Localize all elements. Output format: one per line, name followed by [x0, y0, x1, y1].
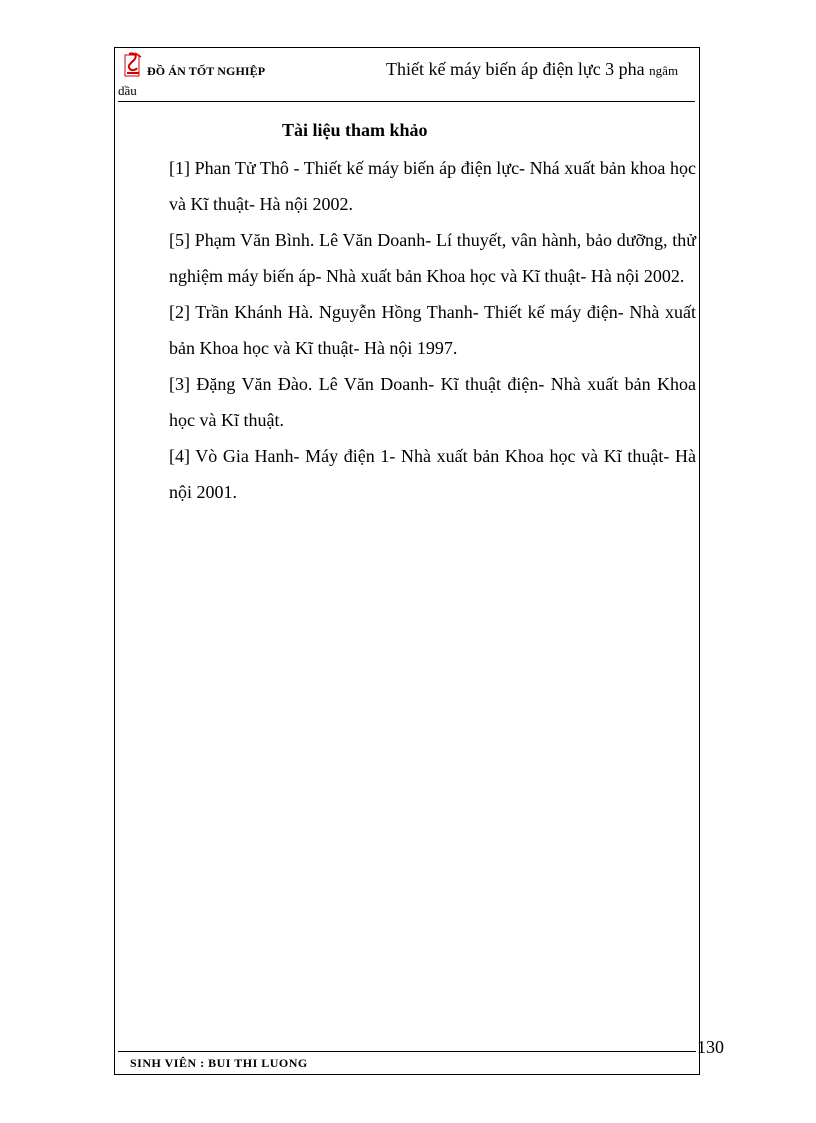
- header-wrap-text: dầu: [118, 83, 137, 98]
- page-number: 130: [697, 1037, 724, 1057]
- document-logo-icon: [124, 52, 142, 78]
- reference-item: [1] Phan Tử Thô - Thiết kế máy biến áp điện lực- Nhá xuất bản khoa học và Kĩ thuật- Hà nội 2002.: [169, 158, 696, 214]
- header-right-title: [386, 59, 678, 80]
- reference-item: [5] Phạm Văn Bình. Lê Văn Doanh- Lí thuyết, vân hành, bảo dưỡng, thử nghiệm máy biến áp- Nhà xuất bản Khoa học và Kĩ thuật- Hà nội 2002.: [169, 230, 696, 286]
- footer-divider: [118, 1051, 696, 1052]
- header-right-main: Thiết kế máy biến áp điện lực 3 pha: [386, 59, 645, 79]
- reference-list: [169, 150, 696, 510]
- student-name: SINH VIÊN : BUI THI LUONG: [130, 1056, 308, 1070]
- header-divider: [118, 101, 695, 102]
- header-left-title: ĐỒ ÁN TỐT NGHIỆP: [147, 64, 266, 78]
- reference-item: [3] Đặng Văn Đào. Lê Văn Doanh- Kĩ thuật điện- Nhà xuất bản Khoa học và Kĩ thuật.: [169, 374, 696, 430]
- page-title: Tài liệu tham khảo: [282, 120, 428, 140]
- reference-item: [4] Vò Gia Hanh- Máy điện 1- Nhà xuất bản Khoa học và Kĩ thuật- Hà nội 2001.: [169, 446, 696, 502]
- reference-item: [2] Trần Khánh Hà. Nguyễn Hồng Thanh- Thiết kế máy điện- Nhà xuất bản Khoa học và Kĩ thuật- Hà nội 1997.: [169, 302, 696, 358]
- header-right-tail: ngâm: [649, 63, 679, 78]
